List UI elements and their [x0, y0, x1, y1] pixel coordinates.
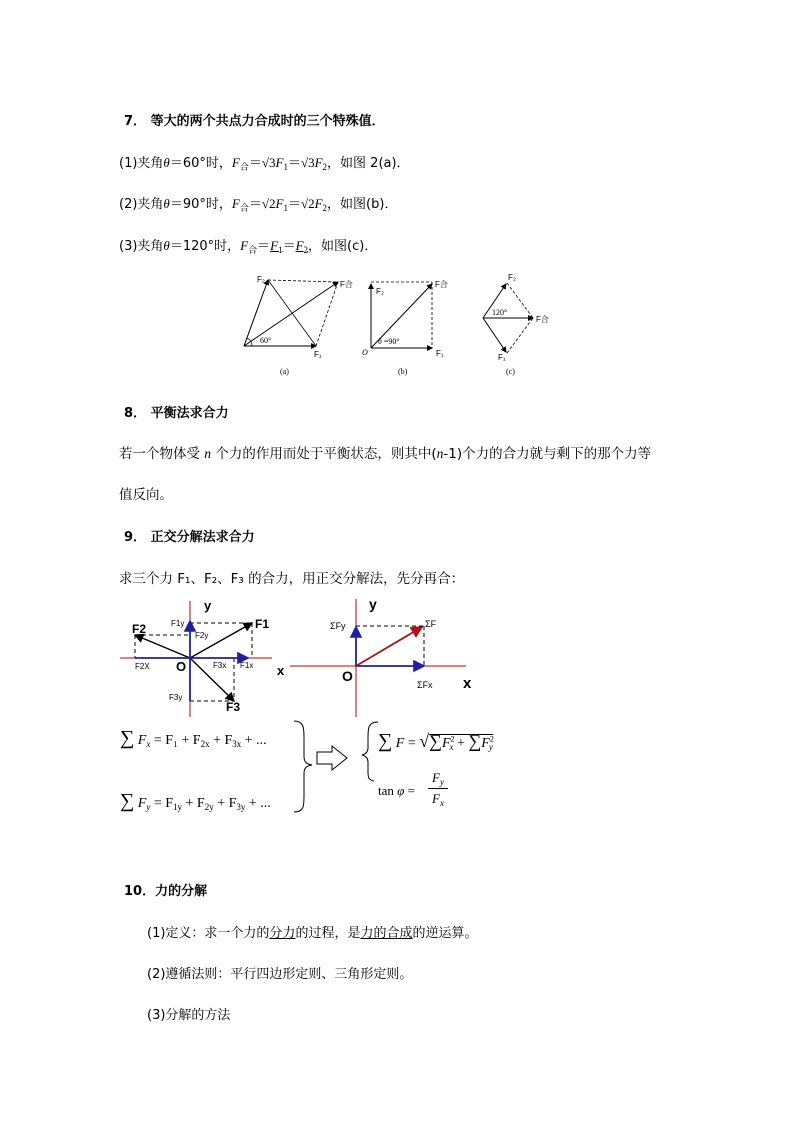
formula-sum-fy: ∑ $F_y = F_{1y} + F_{2y} + F_{3y}$ + ... [120, 790, 271, 812]
section-8-heading: 8． 平衡法求合力 [124, 406, 229, 421]
force-composition-figure [230, 268, 570, 380]
section-8-line-2: 值反向。 [119, 487, 173, 503]
label-y-right: y [369, 596, 377, 612]
label-f3y: F3y [169, 693, 183, 702]
vector-f1-c [483, 318, 506, 352]
caption-a: (a) [280, 367, 289, 376]
label-x-left: x [277, 663, 285, 678]
label-f1x: F1x [240, 661, 254, 670]
label-o-left: O [176, 659, 187, 674]
vector-f3 [190, 658, 234, 701]
definition-line: (1)定义：求一个力的分力的过程，是力的合成的逆运算。 [147, 926, 478, 941]
diagram-c [483, 273, 549, 376]
vector-f1 [190, 623, 252, 658]
orthogonal-decomposition-figure [118, 595, 488, 720]
label-f1-a: F₁ [314, 350, 322, 359]
vector-sum-f [356, 627, 422, 666]
section-8-line-1: 若一个物体受 n 个力的作用而处于平衡状态，则其中(n-1)个力的合力就与剩下的那个力等 [119, 446, 652, 462]
section-7-heading: 7． 等大的两个共点力合成时的三个特殊值． [124, 114, 385, 129]
label-f1-b: F₁ [436, 349, 444, 358]
label-f3x: F3x [213, 661, 227, 670]
derivation-arrow [292, 718, 382, 818]
label-x-right: x [463, 675, 472, 692]
label-f2x: F2X [135, 662, 150, 671]
label-f2-a: F₂ [257, 275, 265, 284]
section-9-intro: 求三个力 F₁、F₂、F₃ 的合力，用正交分解法，先分再合： [119, 571, 465, 587]
formula-resultant: ∑ $F = √\sum F^2_x + \sum F^2_y$ [378, 730, 494, 752]
diagram-a [244, 275, 353, 376]
label-f2-c: F₂ [508, 273, 516, 282]
label-f2y: F2y [195, 631, 209, 640]
label-fhe-a: F合 [340, 280, 353, 289]
diagram-b [362, 279, 448, 376]
label-sum-f: ΣF [425, 619, 437, 629]
label-f1: F1 [255, 617, 270, 631]
label-angle-b: θ =90° [378, 337, 400, 346]
decomposition-left [120, 598, 285, 717]
formula-sum-fx: ∑ $F_x = F_1 + F_{2x} + F_{3x}$ + ... [120, 727, 267, 749]
label-o-right: O [342, 668, 353, 684]
decomposition-right [290, 596, 472, 717]
case-3-line: (3)夹角θ＝120°时，$F_合=F_1=F_2$，如图(c)． [119, 238, 378, 256]
caption-c: (c) [506, 367, 515, 376]
label-f1-c: F₁ [498, 353, 506, 362]
case-1-line: (1)夹角θ＝60°时，$F_合=√3F_1=√3F_2$，如图 2(a)． [119, 155, 410, 173]
vector-f2 [135, 635, 190, 658]
case-2-line: (2)夹角θ＝90°时，$F_合=√2F_1=√2F_2$，如图(b)． [119, 196, 398, 214]
label-fhe-b: F合 [435, 280, 448, 289]
method-line: (3)分解的方法 [147, 1008, 231, 1023]
label-y-left: y [204, 598, 212, 613]
section-9-heading: 9． 正交分解法求合力 [124, 530, 255, 545]
vector-fhe-a [244, 282, 338, 346]
formula-tan: tan φ = [378, 783, 415, 798]
label-angle-c: 120° [492, 308, 508, 317]
formula-tan-fraction: $F_y$ $F_x$ [428, 770, 448, 807]
label-o-b: O [362, 348, 368, 357]
label-f3: F3 [226, 700, 241, 714]
label-f2: F2 [132, 622, 147, 636]
label-f2-b: F₂ [376, 287, 384, 296]
section-10-heading: 10．力的分解 [124, 884, 208, 899]
caption-b: (b) [398, 367, 408, 376]
rule-line: (2)遵循法则：平行四边形定则、三角形定则。 [147, 967, 413, 982]
label-angle-a: 60° [260, 336, 272, 345]
label-fhe-c: F合 [536, 315, 549, 324]
label-sum-fy: ΣFy [330, 621, 346, 631]
label-f1y: F1y [171, 619, 185, 628]
label-sum-fx: ΣFx [417, 680, 433, 690]
